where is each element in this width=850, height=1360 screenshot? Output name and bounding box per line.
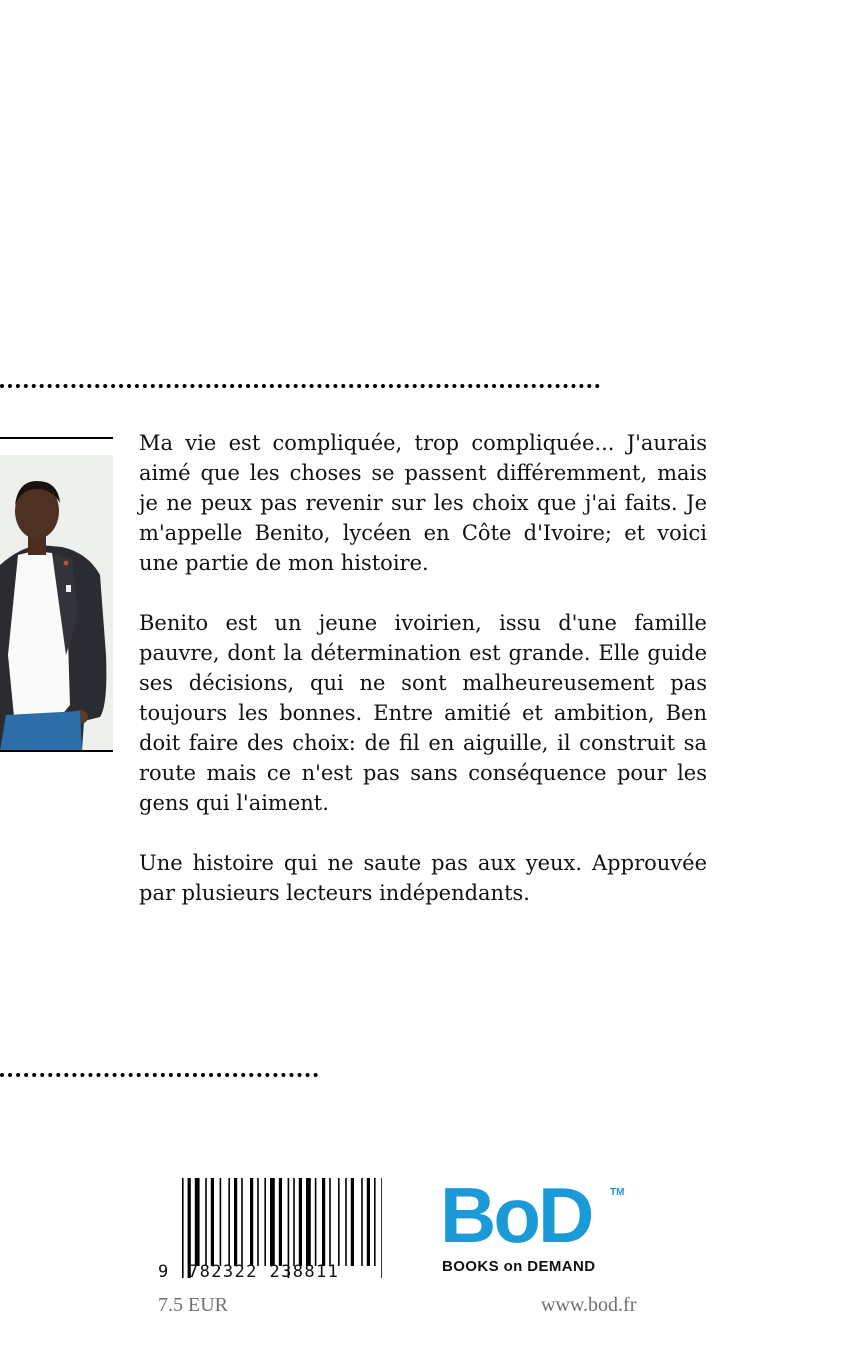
barcode-bar	[361, 1178, 363, 1266]
author-portrait-image	[0, 455, 113, 751]
barcode-bar	[257, 1178, 259, 1266]
dotted-divider-top	[0, 384, 600, 388]
barcode-bar	[220, 1178, 222, 1266]
barcode-bar	[345, 1178, 347, 1266]
barcode-bar	[228, 1178, 230, 1266]
barcode-bar	[293, 1178, 295, 1266]
isbn-digits: 782322 238811	[188, 1262, 340, 1282]
barcode-bar	[306, 1178, 311, 1266]
barcode-bar	[195, 1178, 200, 1266]
dotted-divider-bottom	[0, 1073, 318, 1077]
barcode-bar	[250, 1178, 253, 1266]
barcode-bar	[374, 1178, 376, 1266]
barcode-bar	[338, 1178, 340, 1266]
barcode-bar	[241, 1178, 243, 1266]
bod-logo-wordmark: BoD	[440, 1171, 592, 1259]
barcode-bar	[351, 1178, 354, 1266]
barcode-bar	[329, 1178, 331, 1266]
barcode-bar	[211, 1178, 214, 1266]
barcode-bar	[205, 1178, 207, 1266]
blurb-paragraph-3: Une histoire qui ne saute pas aux yeux. Approuvée par plusieurs lecteurs indépendants.	[139, 851, 707, 905]
publisher-website: www.bod.fr	[541, 1294, 637, 1316]
barcode-bar	[182, 1178, 184, 1278]
price-label: 7.5 EUR	[158, 1294, 228, 1316]
blurb-paragraph-1: Ma vie est compliquée, trop compliquée... J'aurais aimé que les choses se passent différemment, mais je ne peux pas revenir sur les choix que j'ai faits. Je m'appelle Benito, lycéen en Côte d'Ivoire; et voici une partie de mon histoire.	[139, 431, 707, 575]
barcode-bar	[322, 1178, 325, 1266]
isbn-first-digit: 9	[158, 1262, 169, 1282]
bod-logo-subtitle: BOOKS on DEMAND	[442, 1258, 596, 1275]
barcode-bar	[264, 1178, 266, 1266]
barcode-bar	[270, 1178, 275, 1266]
barcode-bar	[234, 1178, 237, 1266]
barcode-bar	[299, 1178, 302, 1266]
barcode-bar	[279, 1178, 282, 1266]
bod-logo	[440, 1171, 630, 1280]
barcode-bar	[367, 1178, 370, 1266]
barcode-bar	[381, 1178, 382, 1278]
barcode-bar	[315, 1178, 317, 1266]
blurb-paragraph-2: Benito est un jeune ivoirien, issu d'une famille pauvre, dont la détermination est grande. Elle guide ses décisions, qui ne sont malheureusement pas toujours les bonnes. Entre amitié et ambition, Ben doit faire des choix: de fil en aiguille, il construit sa route mais ce n'est pas sans conséquence pour les gens qui l'aiment.	[139, 611, 707, 815]
isbn-barcode	[158, 1178, 384, 1282]
bod-logo-trademark: TM	[610, 1187, 625, 1198]
back-cover-blurb	[139, 428, 707, 938]
author-photo	[0, 437, 113, 752]
